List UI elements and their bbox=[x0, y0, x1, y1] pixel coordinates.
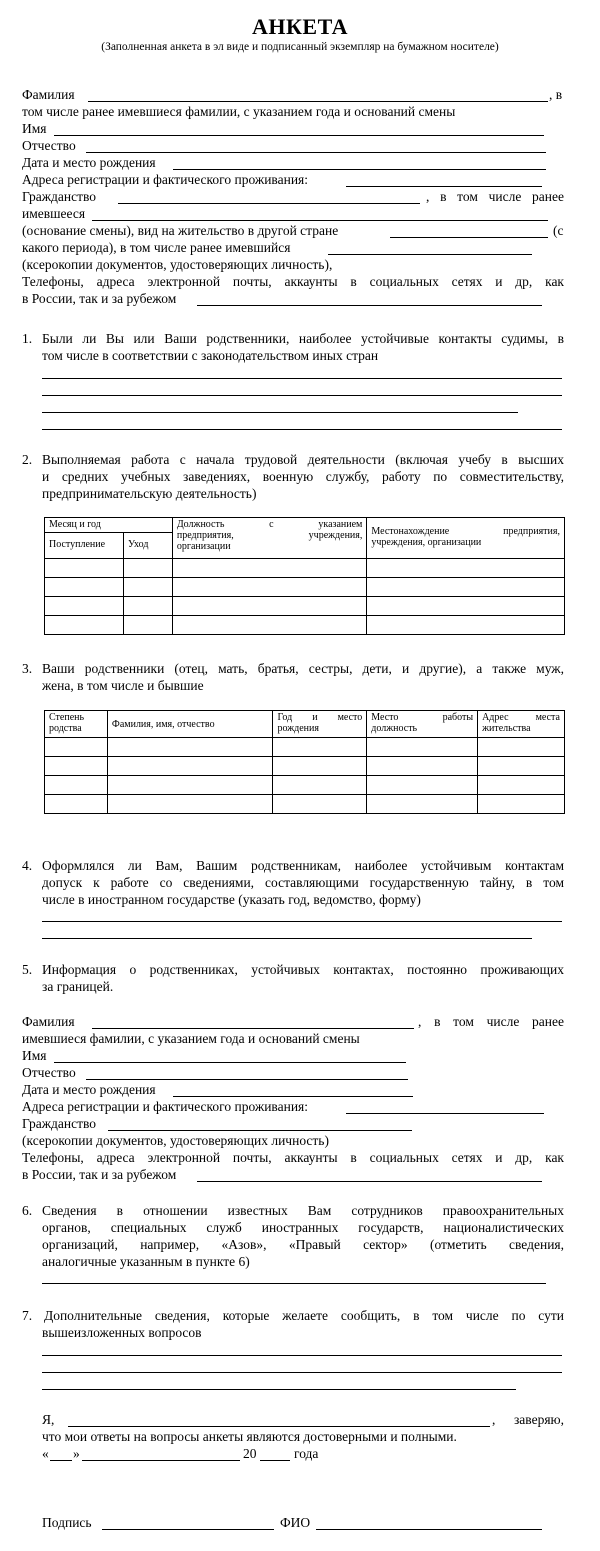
q7-number: 7. bbox=[22, 1308, 33, 1323]
certify-statement: что мои ответы на вопросы анкеты являются достоверными и полными. bbox=[42, 1429, 457, 1444]
q1-answer-line[interactable] bbox=[42, 429, 562, 430]
rel-header-address: Адрес места жительства bbox=[478, 711, 565, 738]
q6-text-2: органов, специальных служб иностранных государств, националистических bbox=[42, 1220, 564, 1235]
q6-answer-line[interactable] bbox=[42, 1283, 546, 1284]
address-label: Адреса регистрации и фактического проживания: bbox=[22, 172, 309, 187]
rel-header-fio: Фамилия, имя, отчество bbox=[107, 711, 273, 738]
rel-header-degree: Степень родства bbox=[45, 711, 108, 738]
q4-text: Оформлялся ли Вам, Вашим родственникам, наиболее устойчивым контактам bbox=[42, 858, 564, 873]
q5-patronymic-field[interactable] bbox=[86, 1079, 408, 1080]
table-row bbox=[45, 738, 565, 757]
date-year-field[interactable] bbox=[260, 1460, 290, 1461]
q7-answer-line[interactable] bbox=[42, 1389, 516, 1390]
q5-copies-note: (ксерокопии документов, удостоверяющих личность) bbox=[22, 1133, 329, 1148]
q4-answer-line[interactable] bbox=[42, 938, 532, 939]
q2-number: 2. bbox=[22, 452, 33, 467]
residence-period-label: какого периода), в том числе ранее имевшийся bbox=[22, 240, 291, 255]
q5-citizenship-field[interactable] bbox=[108, 1130, 412, 1131]
q5-surname-field[interactable] bbox=[92, 1028, 414, 1029]
q5-text: Информация о родственниках, устойчивых контактах, постоянно проживающих bbox=[42, 962, 564, 977]
table-row bbox=[45, 616, 565, 635]
q5-name-field[interactable] bbox=[54, 1062, 406, 1063]
q5-address-field[interactable] bbox=[346, 1113, 544, 1114]
q2-text-3: предпринимательскую деятельность) bbox=[42, 486, 257, 501]
date-quote-open: « bbox=[42, 1446, 49, 1461]
table-row bbox=[45, 559, 565, 578]
work-header-period: Месяц и год bbox=[45, 518, 173, 533]
q1-answer-line[interactable] bbox=[42, 395, 562, 396]
q6-text: Сведения в отношении известных Вам сотрудников правоохранительных bbox=[42, 1203, 564, 1218]
q5-address-label: Адреса регистрации и фактического проживания: bbox=[22, 1099, 309, 1114]
q1-number: 1. bbox=[22, 331, 33, 346]
residence-paren: (с bbox=[553, 223, 564, 238]
fio-field[interactable] bbox=[316, 1529, 542, 1530]
date-month-field[interactable] bbox=[82, 1460, 240, 1461]
signature-label: Подпись bbox=[42, 1515, 92, 1530]
surname-label: Фамилия bbox=[22, 87, 75, 102]
name-field[interactable] bbox=[54, 135, 544, 136]
q2-text: Выполняемая работа с начала трудовой деятельности (включая учебу в высших bbox=[42, 452, 564, 467]
surname-tail: , в bbox=[549, 87, 563, 102]
citizenship-field[interactable] bbox=[118, 203, 420, 204]
table-row bbox=[45, 597, 565, 616]
citizenship-prev-field[interactable] bbox=[92, 220, 548, 221]
work-history-table bbox=[44, 517, 565, 635]
q1-answer-line[interactable] bbox=[42, 378, 562, 379]
q1-answer-line[interactable] bbox=[42, 412, 518, 413]
q1-text: Были ли Вы или Ваши родственники, наиболее устойчивые контакты судимы, в bbox=[42, 331, 564, 346]
q5-surname-tail: , в том числе ранее bbox=[418, 1014, 564, 1029]
name-label: Имя bbox=[22, 121, 47, 136]
table-row bbox=[45, 795, 565, 814]
q5-name-label: Имя bbox=[22, 1048, 47, 1063]
q4-answer-line[interactable] bbox=[42, 921, 562, 922]
phones-label: Телефоны, адреса электронной почты, аккаунты в социальных сетях и др, как bbox=[22, 274, 564, 289]
work-header-location: Местонахождение предприятия, учреждения, организации bbox=[367, 518, 565, 559]
q6-text-3: организаций, например, «Азов», «Правый сектор» (отметить сведения, bbox=[42, 1237, 564, 1252]
q5-citizenship-label: Гражданство bbox=[22, 1116, 97, 1131]
page-subtitle: (Заполненная анкета в эл виде и подписанный экземпляр на бумажном носителе) bbox=[101, 41, 499, 53]
q2-text-2: и средних учебных заведениях, военную службу, работу по совместительству, bbox=[42, 469, 564, 484]
q7-answer-line[interactable] bbox=[42, 1355, 562, 1356]
q6-number: 6. bbox=[22, 1203, 33, 1218]
q7-answer-line[interactable] bbox=[42, 1372, 562, 1373]
phones-field[interactable] bbox=[197, 305, 542, 306]
copies-note: (ксерокопии документов, удостоверяющих личность), bbox=[22, 257, 333, 272]
q5-birth-label: Дата и место рождения bbox=[22, 1082, 156, 1097]
citizenship-tail: , в том числе ранее bbox=[426, 189, 564, 204]
q4-text-2: допуск к работе со сведениями, составляющими государственную тайну, в том bbox=[42, 875, 564, 890]
citizenship-prev-label: имевшееся bbox=[22, 206, 86, 221]
table-row bbox=[45, 757, 565, 776]
q5-patronymic-label: Отчество bbox=[22, 1065, 76, 1080]
q5-surname-note: имевшиеся фамилии, с указанием года и оснований смены bbox=[22, 1031, 360, 1046]
birth-field[interactable] bbox=[173, 169, 546, 170]
q4-number: 4. bbox=[22, 858, 33, 873]
q5-phones-label: Телефоны, адреса электронной почты, аккаунты в социальных сетях и др, как bbox=[22, 1150, 564, 1165]
q5-text-2: за границей. bbox=[42, 979, 114, 994]
date-quote-close: » bbox=[73, 1446, 80, 1461]
address-field[interactable] bbox=[346, 186, 542, 187]
q5-phones-field[interactable] bbox=[197, 1181, 542, 1182]
phones-tail: в России, так и за рубежом bbox=[22, 291, 177, 306]
fio-label: ФИО bbox=[280, 1515, 311, 1530]
rel-header-birth: Год и место рождения bbox=[273, 711, 367, 738]
relatives-table bbox=[44, 710, 565, 814]
q1-text-2: том числе в соответствии с законодательством иных стран bbox=[42, 348, 379, 363]
q7-text: Дополнительные сведения, которые желаете сообщить, в том числе по сути bbox=[44, 1308, 564, 1323]
page-title: АНКЕТА bbox=[251, 14, 349, 39]
q7-text-2: вышеизложенных вопросов bbox=[42, 1325, 202, 1340]
citizenship-label: Гражданство bbox=[22, 189, 97, 204]
residence-label: (основание смены), вид на жительство в другой стране bbox=[22, 223, 339, 238]
date-year-suffix: года bbox=[294, 1446, 319, 1461]
q5-number: 5. bbox=[22, 962, 33, 977]
certify-name-field[interactable] bbox=[68, 1426, 490, 1427]
work-header-position: Должность с указанием предприятия, учреждения, организации bbox=[172, 518, 367, 559]
birth-label: Дата и место рождения bbox=[22, 155, 156, 170]
surname-note: том числе ранее имевшиеся фамилии, с указанием года и оснований смены bbox=[22, 104, 456, 119]
certify-i: Я, bbox=[42, 1412, 55, 1427]
patronymic-label: Отчество bbox=[22, 138, 76, 153]
rel-header-work: Место работы должность bbox=[367, 711, 478, 738]
q6-text-4: аналогичные указанным в пункте 6) bbox=[42, 1254, 250, 1269]
date-year-prefix: 20 bbox=[243, 1446, 257, 1461]
work-header-end: Уход bbox=[123, 533, 172, 559]
q3-text: Ваши родственники (отец, мать, братья, сестры, дети, и другие), а также муж, bbox=[42, 661, 564, 676]
q5-phones-tail: в России, так и за рубежом bbox=[22, 1167, 177, 1182]
q5-birth-field[interactable] bbox=[173, 1096, 413, 1097]
table-row bbox=[45, 578, 565, 597]
work-header-start: Поступление bbox=[45, 533, 124, 559]
residence-period-field[interactable] bbox=[328, 254, 532, 255]
q4-text-3: числе в иностранном государстве (указать год, ведомство, форму) bbox=[42, 892, 421, 907]
q5-surname-label: Фамилия bbox=[22, 1014, 75, 1029]
certify-tail: , заверяю, bbox=[492, 1412, 564, 1427]
signature-field[interactable] bbox=[102, 1529, 274, 1530]
q3-number: 3. bbox=[22, 661, 33, 676]
patronymic-field[interactable] bbox=[86, 152, 546, 153]
residence-field[interactable] bbox=[390, 237, 548, 238]
q3-text-2: жена, в том числе и бывшие bbox=[42, 678, 204, 693]
surname-field[interactable] bbox=[88, 101, 548, 102]
date-day-field[interactable] bbox=[50, 1460, 72, 1461]
table-row bbox=[45, 776, 565, 795]
